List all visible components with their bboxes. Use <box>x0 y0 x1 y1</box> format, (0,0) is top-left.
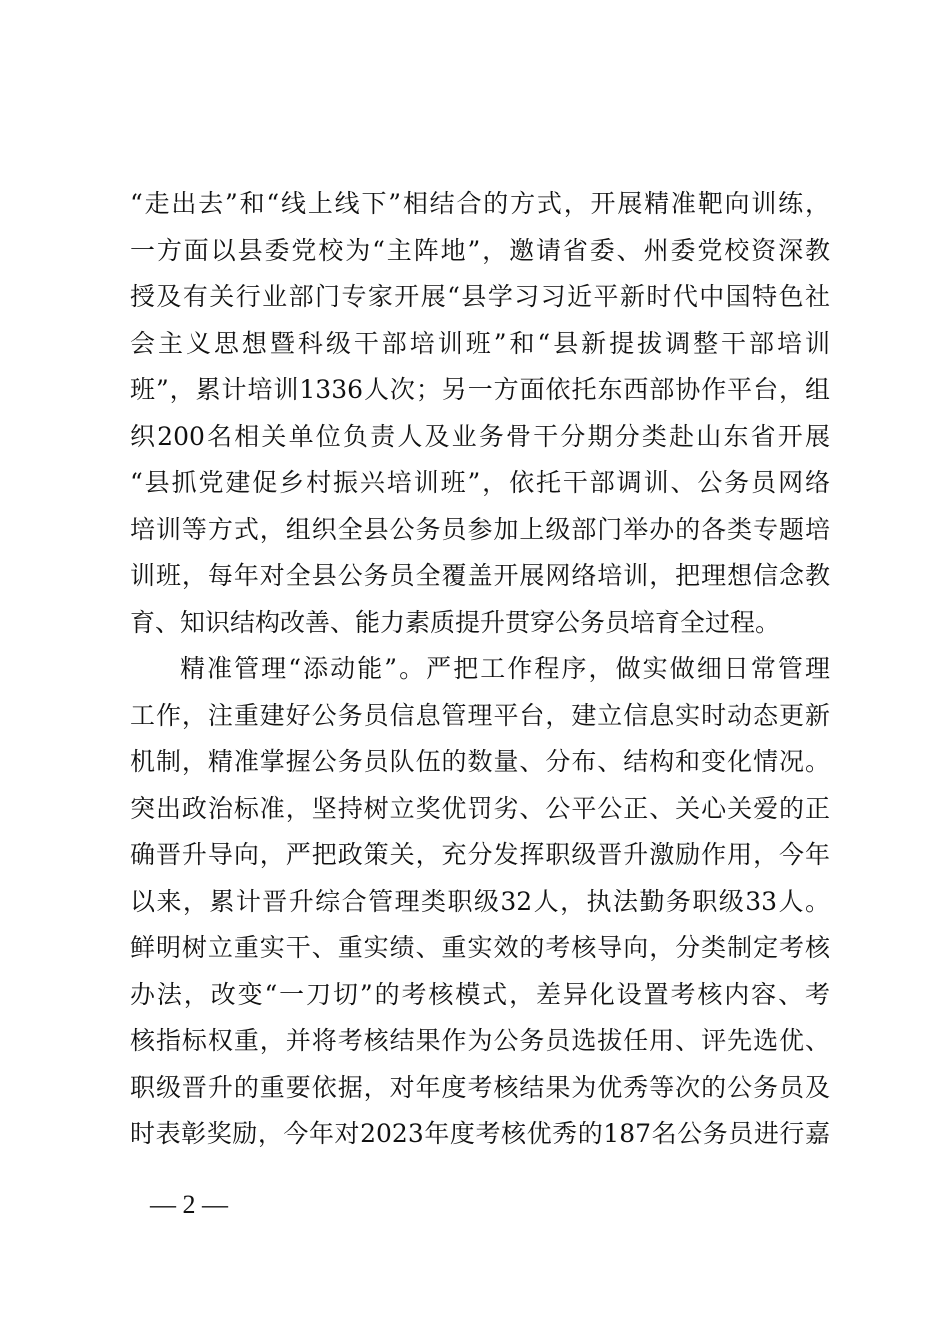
text-line: 突出政治标准，坚持树立奖优罚劣、公平公正、关心关爱的正 <box>130 793 830 823</box>
text-line: 工作，注重建好公务员信息管理平台，建立信息实时动态更新 <box>130 700 830 730</box>
text-line: 培训等方式，组织全县公务员参加上级部门举办的各类专题培 <box>130 514 830 544</box>
text-line: 办法，改变“一刀切”的考核模式，差异化设置考核内容、考 <box>130 979 830 1009</box>
text-line: 授及有关行业部门专家开展“县学习习近平新时代中国特色社 <box>130 282 830 311</box>
text-line: “县抓党建促乡村振兴培训班”，依托干部调训、公务员网络 <box>130 468 830 497</box>
text-line: 班”，累计培训1336人次；另一方面依托东西部协作平台，组 <box>130 375 830 404</box>
text-line: 会主义思想暨科级干部培训班”和“县新提拔调整干部培训 <box>130 328 830 358</box>
text-line: 核指标权重，并将考核结果作为公务员选拔任用、评先选优、 <box>130 1026 830 1055</box>
text-line: 织200名相关单位负责人及业务骨干分期分类赴山东省开展 <box>130 421 830 451</box>
paragraph <box>130 181 830 646</box>
text-line: 确晋升导向，严把政策关，充分发挥职级晋升激励作用，今年 <box>130 840 830 869</box>
text-line: 精准管理“添动能”。严把工作程序，做实做细日常管理 <box>180 654 830 683</box>
text-line: “走出去”和“线上线下”相结合的方式，开展精准靶向训练， <box>130 189 830 218</box>
text-line: 职级晋升的重要依据，对年度考核结果为优秀等次的公务员及 <box>130 1072 830 1102</box>
text-line: 一方面以县委党校为“主阵地”，邀请省委、州委党校资深教 <box>130 235 830 265</box>
text-line: 育、知识结构改善、能力素质提升贯穿公务员培育全过程。 <box>130 607 781 637</box>
text-line: 时表彰奖励，今年对2023年度考核优秀的187名公务员进行嘉 <box>130 1119 830 1148</box>
page-number: — 2 — <box>150 1190 228 1219</box>
text-line: 机制，精准掌握公务员队伍的数量、分布、结构和变化情况。 <box>130 747 830 776</box>
document-body <box>130 181 830 1158</box>
text-line: 以来，累计晋升综合管理类职级32人，执法勤务职级33人。 <box>130 886 830 916</box>
text-line: 训班，每年对全县公务员全覆盖开展网络培训，把理想信念教 <box>130 561 830 590</box>
paragraph <box>130 646 830 1158</box>
text-line: 鲜明树立重实干、重实绩、重实效的考核导向，分类制定考核 <box>130 933 830 962</box>
